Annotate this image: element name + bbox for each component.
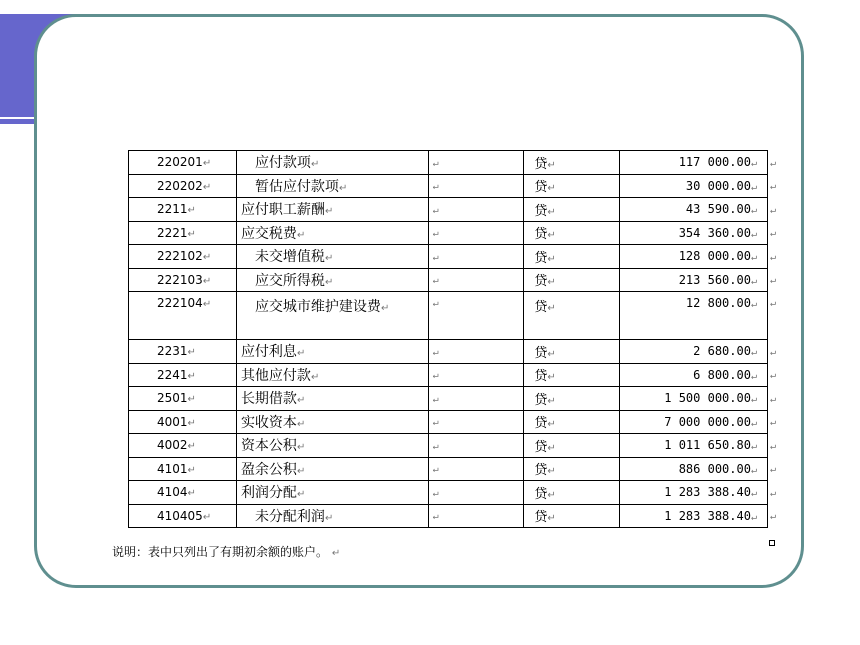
balance-direction-cell-text: 贷 [534, 203, 548, 219]
paragraph-mark: ↵ [769, 251, 777, 263]
paragraph-mark: ↵ [769, 511, 777, 523]
paragraph-mark: ↵ [750, 464, 757, 476]
account-code-cell [129, 481, 237, 505]
balance-direction-cell [524, 268, 620, 292]
debit-direction-cell [428, 434, 524, 458]
paragraph-mark: ↵ [187, 347, 196, 359]
account-name-cell-text: 应付款项 [254, 155, 311, 172]
paragraph-mark: ↵ [769, 346, 777, 358]
account-code-cell [129, 268, 237, 292]
balance-direction-cell-text: 贷 [534, 300, 548, 315]
debit-direction-cell [428, 410, 524, 434]
account-name-cell [236, 268, 428, 292]
balance-amount-cell-text: 6 800.00 [693, 367, 751, 382]
paragraph-mark: ↵ [296, 418, 306, 430]
paragraph-mark: ↵ [296, 229, 306, 241]
account-name-cell [236, 457, 428, 481]
balance-direction-cell [524, 457, 620, 481]
paragraph-mark: ↵ [547, 348, 556, 360]
balance-amount-cell [620, 198, 768, 222]
balance-direction-cell [524, 245, 620, 269]
account-name-cell [236, 198, 428, 222]
balance-direction-cell-text: 贷 [534, 463, 548, 479]
account-name-cell-text: 未分配利润 [254, 508, 325, 525]
paragraph-mark: ↵ [432, 440, 439, 452]
paragraph-mark: ↵ [769, 464, 777, 476]
balance-direction-cell [524, 481, 620, 505]
account-name-cell-text: 应付职工薪酬 [240, 202, 325, 219]
account-name-cell-text: 应付利息 [240, 344, 297, 361]
balance-amount-cell [620, 410, 768, 434]
paragraph-mark: ↵ [769, 204, 777, 216]
table-row [129, 268, 784, 292]
balance-amount-cell-text: 213 560.00 [678, 272, 751, 287]
balance-direction-cell [524, 174, 620, 198]
row-end-mark [767, 457, 783, 481]
paragraph-mark: ↵ [750, 417, 757, 429]
debit-direction-cell [428, 151, 524, 175]
table-row [129, 504, 784, 528]
table-note [112, 543, 340, 560]
balance-amount-cell [620, 221, 768, 245]
table-row [129, 340, 784, 364]
paragraph-mark: ↵ [296, 465, 306, 477]
paragraph-mark: ↵ [432, 204, 439, 216]
balance-amount-cell-text: 1 283 388.40 [664, 485, 751, 500]
paragraph-mark: ↵ [547, 183, 556, 195]
balance-amount-cell [620, 245, 768, 269]
account-name-cell-text: 应交城市维护建设费 [254, 299, 381, 315]
paragraph-mark: ↵ [547, 159, 556, 171]
account-name-cell [236, 340, 428, 364]
paragraph-mark: ↵ [750, 299, 757, 310]
balance-amount-cell [620, 151, 768, 175]
balance-direction-cell-text: 贷 [534, 439, 548, 455]
account-code-cell [129, 410, 237, 434]
account-name-cell-text: 应交所得税 [254, 272, 325, 289]
account-name-cell-text: 盈余公积 [240, 461, 297, 478]
balance-amount-cell [620, 363, 768, 387]
balance-direction-cell-text: 贷 [534, 510, 548, 526]
debit-direction-cell [428, 268, 524, 292]
paragraph-mark: ↵ [769, 370, 777, 382]
table-row [129, 221, 784, 245]
balance-amount-cell-text: 117 000.00 [678, 155, 751, 170]
paragraph-mark: ↵ [750, 252, 757, 264]
paragraph-mark: ↵ [296, 442, 306, 454]
debit-direction-cell [428, 340, 524, 364]
paragraph-mark: ↵ [202, 252, 212, 264]
paragraph-mark: ↵ [750, 158, 757, 170]
paragraph-mark: ↵ [750, 205, 757, 217]
row-end-mark [767, 363, 783, 387]
balance-direction-cell-text: 贷 [534, 274, 548, 290]
table-resize-handle[interactable] [769, 540, 775, 546]
account-name-cell [236, 410, 428, 434]
paragraph-mark: ↵ [547, 303, 556, 314]
account-code-cell [129, 434, 237, 458]
row-end-mark [767, 434, 783, 458]
paragraph-mark: ↵ [296, 489, 306, 501]
account-code-cell [129, 363, 237, 387]
table-row [129, 481, 784, 505]
paragraph-mark: ↵ [432, 511, 439, 523]
account-code-cell-text: 220202 [157, 178, 203, 193]
account-code-cell [129, 292, 237, 340]
balance-amount-cell-text: 2 680.00 [693, 344, 751, 359]
account-code-cell [129, 174, 237, 198]
paragraph-mark: ↵ [187, 488, 196, 500]
table-row [129, 174, 784, 198]
account-code-cell-text: 4002 [157, 438, 188, 453]
balance-direction-cell [524, 198, 620, 222]
paragraph-mark: ↵ [750, 488, 757, 500]
paragraph-mark: ↵ [324, 253, 334, 265]
balance-amount-cell-text: 7 000 000.00 [664, 414, 751, 429]
account-code-cell [129, 221, 237, 245]
table-row [129, 198, 784, 222]
paragraph-mark: ↵ [750, 347, 757, 359]
paragraph-mark: ↵ [338, 182, 348, 194]
paragraph-mark: ↵ [202, 275, 212, 287]
account-code-cell-text: 410405 [157, 508, 203, 523]
paragraph-mark: ↵ [547, 230, 556, 242]
paragraph-mark: ↵ [547, 442, 556, 454]
paragraph-mark: ↵ [750, 511, 757, 523]
account-code-cell [129, 151, 237, 175]
account-name-cell-text: 长期借款 [240, 391, 297, 408]
account-code-cell-text: 2211 [157, 202, 188, 217]
paragraph-mark: ↵ [432, 417, 439, 429]
paragraph-mark: ↵ [324, 512, 334, 524]
paragraph-mark: ↵ [331, 548, 341, 559]
account-name-cell [236, 434, 428, 458]
account-code-cell-text: 2241 [157, 367, 188, 382]
paragraph-mark: ↵ [547, 277, 556, 289]
account-code-cell [129, 198, 237, 222]
debit-direction-cell [428, 292, 524, 340]
balance-direction-cell [524, 340, 620, 364]
account-code-cell [129, 457, 237, 481]
row-end-mark [767, 340, 783, 364]
paragraph-mark: ↵ [324, 206, 334, 218]
paragraph-mark: ↵ [432, 298, 439, 309]
debit-direction-cell [428, 481, 524, 505]
account-name-cell [236, 245, 428, 269]
account-code-cell-text: 4104 [157, 485, 188, 500]
debit-direction-cell [428, 504, 524, 528]
account-name-cell [236, 221, 428, 245]
balance-table-container [128, 150, 784, 528]
debit-direction-cell [428, 198, 524, 222]
account-name-cell-text: 应交税费 [240, 225, 297, 242]
account-code-cell [129, 387, 237, 411]
balance-direction-cell-text: 贷 [534, 250, 548, 266]
account-code-cell-text: 4001 [157, 414, 188, 429]
paragraph-mark: ↵ [296, 395, 306, 407]
paragraph-mark: ↵ [750, 370, 757, 382]
account-name-cell-text: 暂估应付款项 [254, 178, 339, 195]
balance-direction-cell-text: 贷 [534, 416, 548, 432]
paragraph-mark: ↵ [547, 253, 556, 265]
paragraph-mark: ↵ [310, 159, 320, 171]
account-code-cell-text: 2231 [157, 344, 188, 359]
paragraph-mark: ↵ [187, 370, 196, 382]
account-code-cell [129, 245, 237, 269]
account-code-cell-text: 2501 [157, 391, 188, 406]
row-end-mark [767, 221, 783, 245]
balance-amount-cell [620, 457, 768, 481]
paragraph-mark: ↵ [432, 228, 439, 240]
paragraph-mark: ↵ [769, 417, 777, 429]
row-end-mark [767, 410, 783, 434]
balance-direction-cell-text: 贷 [534, 227, 548, 243]
account-name-cell [236, 292, 428, 340]
balance-amount-cell-text: 43 590.00 [685, 202, 751, 217]
paragraph-mark: ↵ [750, 275, 757, 287]
balance-amount-cell-text: 354 360.00 [678, 225, 751, 240]
paragraph-mark: ↵ [750, 441, 757, 453]
account-code-cell-text: 222104 [157, 296, 203, 310]
account-code-cell [129, 504, 237, 528]
paragraph-mark: ↵ [310, 371, 320, 383]
account-name-cell [236, 387, 428, 411]
account-name-cell-text: 未交增值税 [254, 249, 325, 266]
account-code-cell-text: 222102 [157, 249, 203, 264]
balance-amount-cell-text: 1 283 388.40 [664, 508, 751, 523]
paragraph-mark: ↵ [750, 181, 757, 193]
paragraph-mark: ↵ [432, 393, 439, 405]
row-end-mark [767, 151, 783, 175]
paragraph-mark: ↵ [187, 228, 196, 240]
account-code-cell-text: 222103 [157, 272, 203, 287]
paragraph-mark: ↵ [769, 181, 777, 193]
paragraph-mark: ↵ [547, 513, 556, 525]
balance-amount-cell [620, 292, 768, 340]
account-name-cell [236, 481, 428, 505]
paragraph-mark: ↵ [432, 251, 439, 263]
balance-amount-cell [620, 174, 768, 198]
paragraph-mark: ↵ [750, 228, 757, 240]
balance-direction-cell [524, 504, 620, 528]
paragraph-mark: ↵ [769, 275, 777, 287]
balance-direction-cell [524, 221, 620, 245]
row-end-mark [767, 268, 783, 292]
row-end-mark [767, 504, 783, 528]
row-end-mark [767, 292, 783, 340]
paragraph-mark: ↵ [296, 348, 306, 360]
balance-amount-cell [620, 504, 768, 528]
balance-direction-cell-text: 贷 [534, 369, 548, 385]
row-end-mark [767, 387, 783, 411]
balance-amount-cell [620, 387, 768, 411]
balance-direction-cell-text: 贷 [534, 392, 548, 408]
paragraph-mark: ↵ [432, 346, 439, 358]
paragraph-mark: ↵ [750, 394, 757, 406]
debit-direction-cell [428, 363, 524, 387]
table-row [129, 292, 784, 340]
balance-amount-cell-text: 1 011 650.80 [664, 438, 751, 453]
balance-amount-cell-text: 128 000.00 [678, 249, 751, 264]
paragraph-mark: ↵ [432, 181, 439, 193]
paragraph-mark: ↵ [432, 157, 439, 169]
balance-direction-cell [524, 363, 620, 387]
debit-direction-cell [428, 221, 524, 245]
paragraph-mark: ↵ [769, 393, 777, 405]
balance-amount-cell [620, 340, 768, 364]
paragraph-mark: ↵ [769, 487, 777, 499]
paragraph-mark: ↵ [187, 205, 196, 217]
debit-direction-cell [428, 387, 524, 411]
paragraph-mark: ↵ [547, 206, 556, 218]
row-end-mark [767, 174, 783, 198]
paragraph-mark: ↵ [187, 394, 196, 406]
balance-direction-cell-text: 贷 [534, 486, 548, 502]
balance-direction-cell [524, 292, 620, 340]
table-row [129, 410, 784, 434]
account-name-cell [236, 504, 428, 528]
balance-amount-cell-text: 1 500 000.00 [664, 391, 751, 406]
table-row [129, 363, 784, 387]
paragraph-mark: ↵ [187, 464, 196, 476]
table-row [129, 151, 784, 175]
balance-amount-cell [620, 434, 768, 458]
table-row [129, 245, 784, 269]
account-name-cell [236, 363, 428, 387]
paragraph-mark: ↵ [202, 181, 212, 193]
balance-amount-cell-text: 12 800.00 [685, 296, 751, 310]
paragraph-mark: ↵ [187, 441, 196, 453]
paragraph-mark: ↵ [202, 158, 212, 170]
paragraph-mark: ↵ [432, 275, 439, 287]
account-code-cell-text: 220201 [157, 155, 203, 170]
note-text: 说明：表中只列出了有期初余额的账户。 [112, 545, 329, 559]
account-code-cell-text: 4101 [157, 461, 188, 476]
account-code-cell-text: 2221 [157, 225, 188, 240]
balance-direction-cell [524, 410, 620, 434]
balance-direction-cell [524, 434, 620, 458]
paragraph-mark: ↵ [547, 419, 556, 431]
balance-amount-cell-text: 886 000.00 [678, 461, 751, 476]
debit-direction-cell [428, 174, 524, 198]
paragraph-mark: ↵ [547, 372, 556, 384]
paragraph-mark: ↵ [432, 487, 439, 499]
account-name-cell-text: 实收资本 [240, 414, 297, 431]
paragraph-mark: ↵ [202, 511, 212, 523]
account-name-cell [236, 174, 428, 198]
account-name-cell-text: 利润分配 [240, 485, 297, 502]
opening-balance-table [128, 150, 784, 528]
paragraph-mark: ↵ [380, 303, 390, 314]
balance-amount-cell-text: 30 000.00 [685, 178, 751, 193]
paragraph-mark: ↵ [202, 299, 212, 310]
paragraph-mark: ↵ [769, 297, 777, 309]
balance-direction-cell-text: 贷 [534, 180, 548, 196]
row-end-mark [767, 481, 783, 505]
table-row [129, 387, 784, 411]
row-end-mark [767, 198, 783, 222]
account-code-cell [129, 340, 237, 364]
row-end-mark [767, 245, 783, 269]
balance-direction-cell-text: 贷 [534, 345, 548, 361]
debit-direction-cell [428, 457, 524, 481]
paragraph-mark: ↵ [547, 395, 556, 407]
table-row [129, 434, 784, 458]
balance-amount-cell [620, 268, 768, 292]
paragraph-mark: ↵ [769, 228, 777, 240]
account-name-cell [236, 151, 428, 175]
balance-direction-cell [524, 151, 620, 175]
account-name-cell-text: 其他应付款 [240, 367, 311, 384]
paragraph-mark: ↵ [769, 440, 777, 452]
account-name-cell-text: 资本公积 [240, 438, 297, 455]
paragraph-mark: ↵ [769, 157, 777, 169]
paragraph-mark: ↵ [432, 464, 439, 476]
balance-amount-cell [620, 481, 768, 505]
balance-direction-cell [524, 387, 620, 411]
balance-direction-cell-text: 贷 [534, 156, 548, 172]
table-row [129, 457, 784, 481]
paragraph-mark: ↵ [547, 466, 556, 478]
debit-direction-cell [428, 245, 524, 269]
paragraph-mark: ↵ [187, 417, 196, 429]
paragraph-mark: ↵ [547, 489, 556, 501]
paragraph-mark: ↵ [432, 370, 439, 382]
paragraph-mark: ↵ [324, 276, 334, 288]
